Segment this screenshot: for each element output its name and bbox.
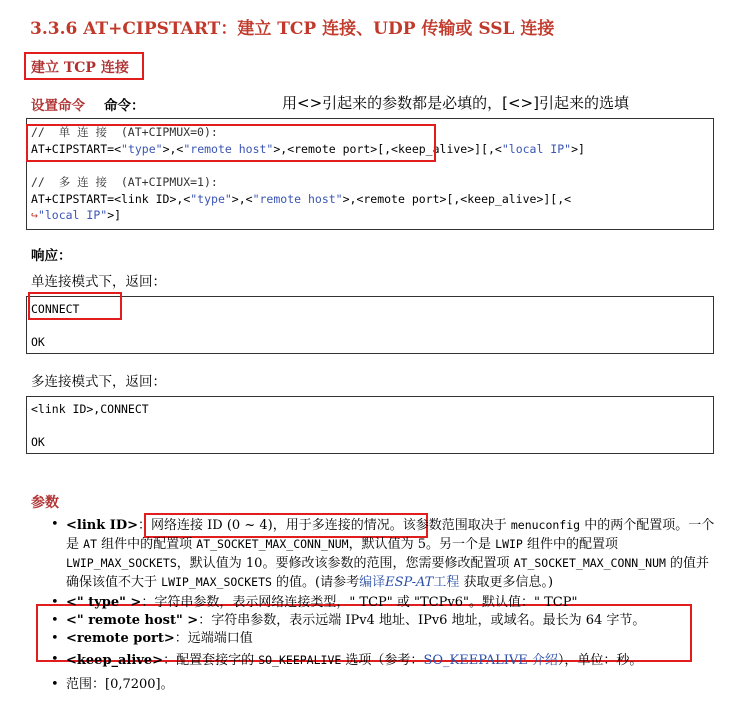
params-list [66, 516, 720, 694]
single-connect-highlight-box [26, 124, 436, 162]
code-comment-single: // 单 连 接 (AT+CIPMUX=0): [31, 125, 218, 139]
param-link-id: • <link ID>：网络连接 ID (0 ~ 4)，用于多连接的情况。该参数范围取决于 menuconfig 中的两个配置项。一个是 AT 组件中的配置项 AT_SOCKET_MAX_CONN_NUM，默认值为 5。另一个是 LWIP 组件中的配置项 LWIP_MAX_SOCKETS，默认值为 10。要修改该参数的范围，您需要修改配置项 AT_SOCKET_MAX_CONN_NUM 的值并确保该值不大于 LWIP_MAX_SOCKETS 的值。(请参考编译ESP-AT工程 获取更多信息。) [66, 516, 720, 592]
code-line-single: AT+CIPSTART=<"type">,<"remote host">,<remote port>[,<keep_alive>][,<"local IP">] [31, 142, 585, 156]
multi-response-connect: <link ID>,CONNECT [31, 402, 149, 416]
multi-response-ok: OK [31, 435, 45, 449]
single-mode-label: 单连接模式下，返回： [31, 274, 166, 290]
handwritten-note: 用<>引起来的参数都是必填的，[<>]引起来的选填 [282, 94, 629, 112]
single-response-connect: CONNECT [31, 302, 80, 316]
param-keep-alive: • <keep_alive>：配置套接字的 SO_KEEPALIVE 选项（参考：SO_KEEPALIVE 介绍），单位：秒。 [66, 651, 720, 670]
command-label: 命令： [104, 98, 145, 114]
build-esp-at-link[interactable]: 编译ESP-AT工程 [359, 575, 460, 590]
connect-highlight-box [28, 292, 122, 320]
line-continuation-icon: ↪ [31, 208, 38, 222]
set-command-label: 设置命令 [31, 98, 85, 114]
section-title: 3.3.6 AT+CIPSTART：建立 TCP 连接、UDP 传输或 SSL 连接 [30, 19, 555, 39]
single-response-ok: OK [31, 335, 45, 349]
param-range: • 范围：[0,7200]。 [66, 676, 720, 694]
code-comment-multi: // 多 连 接 (AT+CIPMUX=1): [31, 175, 218, 189]
so-keepalive-link[interactable]: SO_KEEPALIVE 介绍 [423, 653, 558, 668]
params-heading: 参数 [31, 495, 59, 511]
param-type: • <" type" >：字符串参数，表示网络连接类型，" TCP" 或 "TCPv6"。默认值：" TCP" [66, 594, 720, 612]
code-line-multi-continued: ↪"local IP">] [31, 208, 122, 222]
response-label: 响应： [31, 248, 72, 264]
multi-mode-label: 多连接模式下，返回： [31, 374, 166, 390]
param-remote-port: • <remote port>：远端端口值 [66, 630, 720, 648]
single-response-block [26, 296, 714, 354]
param-remote-host: • <" remote host" >：字符串参数，表示远端 IPv4 地址、IPv6 地址，或域名。最长为 64 字节。 [66, 612, 720, 630]
code-line-multi: AT+CIPSTART=<link ID>,<"type">,<"remote host">,<remote port>[,<keep_alive>][,< [31, 192, 572, 206]
subsection-title: 建立 TCP 连接 [31, 60, 129, 76]
